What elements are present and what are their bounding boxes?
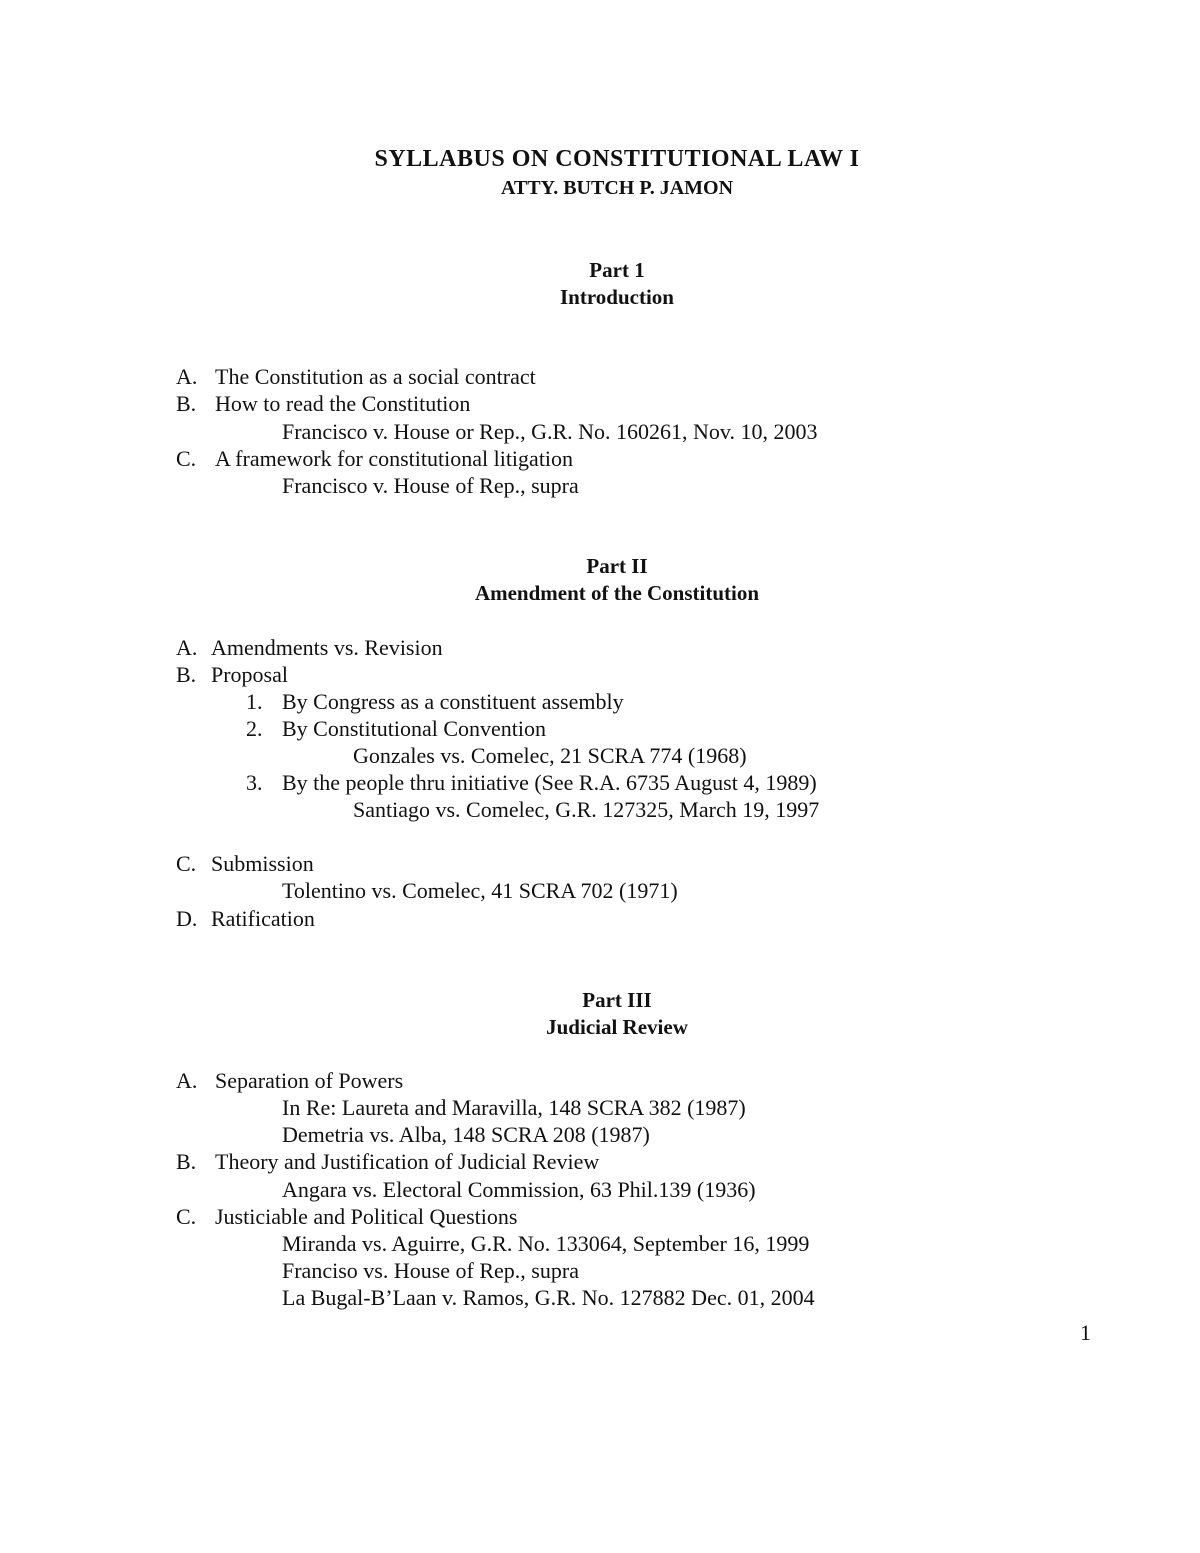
part-2-item-b-marker: B. bbox=[176, 662, 197, 687]
part-2-item-b-text: Proposal bbox=[211, 662, 288, 687]
part-2-subitem-1-text: By Congress as a constituent assembly bbox=[282, 689, 624, 714]
part-2-subitem-3-marker: 3. bbox=[246, 770, 263, 795]
part-2-subitem-3-text: By the people thru initiative (See R.A. 6735 August 4, 1989) bbox=[282, 770, 817, 795]
part-1-item-b-marker: B. bbox=[176, 391, 197, 416]
part-3-label: Part III bbox=[582, 988, 652, 1012]
part-3-item-b-marker: B. bbox=[176, 1149, 197, 1174]
part-2-subitem-3-case: Santiago vs. Comelec, G.R. 127325, March 19, 1997 bbox=[353, 797, 820, 822]
part-1-item-c-text: A framework for constitutional litigation bbox=[215, 446, 574, 471]
part-3-item-a-case-1: In Re: Laureta and Maravilla, 148 SCRA 382 (1987) bbox=[282, 1095, 746, 1120]
document-author: ATTY. BUTCH P. JAMON bbox=[500, 177, 734, 199]
part-3-item-c-case-2: Franciso vs. House of Rep., supra bbox=[282, 1258, 579, 1283]
part-1-item-c-case: Francisco v. House of Rep., supra bbox=[282, 473, 579, 498]
document-title: SYLLABUS ON CONSTITUTIONAL LAW I bbox=[374, 146, 860, 172]
part-3-item-c-marker: C. bbox=[176, 1204, 197, 1229]
part-3-item-a-case-2: Demetria vs. Alba, 148 SCRA 208 (1987) bbox=[282, 1122, 650, 1147]
part-2-subitem-1-marker: 1. bbox=[246, 689, 263, 714]
part-3-item-b-case: Angara vs. Electoral Commission, 63 Phil.139 (1936) bbox=[282, 1177, 756, 1202]
part-2-label: Part II bbox=[586, 554, 648, 578]
part-3-item-a-marker: A. bbox=[176, 1068, 198, 1093]
part-2-title: Amendment of the Constitution bbox=[474, 581, 760, 605]
part-1-item-b-case: Francisco v. House or Rep., G.R. No. 160261, Nov. 10, 2003 bbox=[282, 419, 818, 444]
part-2-item-a-marker: A. bbox=[176, 635, 198, 660]
part-2-subitem-2-marker: 2. bbox=[246, 716, 263, 741]
part-1-item-a-text: The Constitution as a social contract bbox=[215, 364, 536, 389]
part-3-item-c-text: Justiciable and Political Questions bbox=[215, 1204, 518, 1229]
part-2-item-d-text: Ratification bbox=[211, 906, 315, 931]
part-3-item-a-text: Separation of Powers bbox=[215, 1068, 404, 1093]
part-1-item-b-text: How to read the Constitution bbox=[215, 391, 471, 416]
part-2-item-c-text: Submission bbox=[211, 851, 314, 876]
part-3-title: Judicial Review bbox=[546, 1015, 688, 1039]
part-1-item-a-marker: A. bbox=[176, 364, 198, 389]
part-3-item-c-case-3: La Bugal-B’Laan v. Ramos, G.R. No. 127882 Dec. 01, 2004 bbox=[282, 1285, 815, 1310]
part-2-subitem-2-case: Gonzales vs. Comelec, 21 SCRA 774 (1968) bbox=[353, 743, 747, 768]
part-1-label: Part 1 bbox=[589, 258, 645, 282]
part-2-item-c-marker: C. bbox=[176, 851, 197, 876]
part-2-item-d-marker: D. bbox=[176, 906, 198, 931]
part-1-title: Introduction bbox=[560, 285, 674, 309]
page-number: 1 bbox=[1080, 1320, 1091, 1345]
part-1-item-c-marker: C. bbox=[176, 446, 197, 471]
part-2-subitem-2-text: By Constitutional Convention bbox=[282, 716, 547, 741]
part-2-item-a-text: Amendments vs. Revision bbox=[211, 635, 443, 660]
part-3-item-c-case-1: Miranda vs. Aguirre, G.R. No. 133064, September 16, 1999 bbox=[282, 1231, 810, 1256]
part-2-item-c-case: Tolentino vs. Comelec, 41 SCRA 702 (1971) bbox=[282, 878, 678, 903]
part-3-item-b-text: Theory and Justification of Judicial Review bbox=[215, 1149, 600, 1174]
